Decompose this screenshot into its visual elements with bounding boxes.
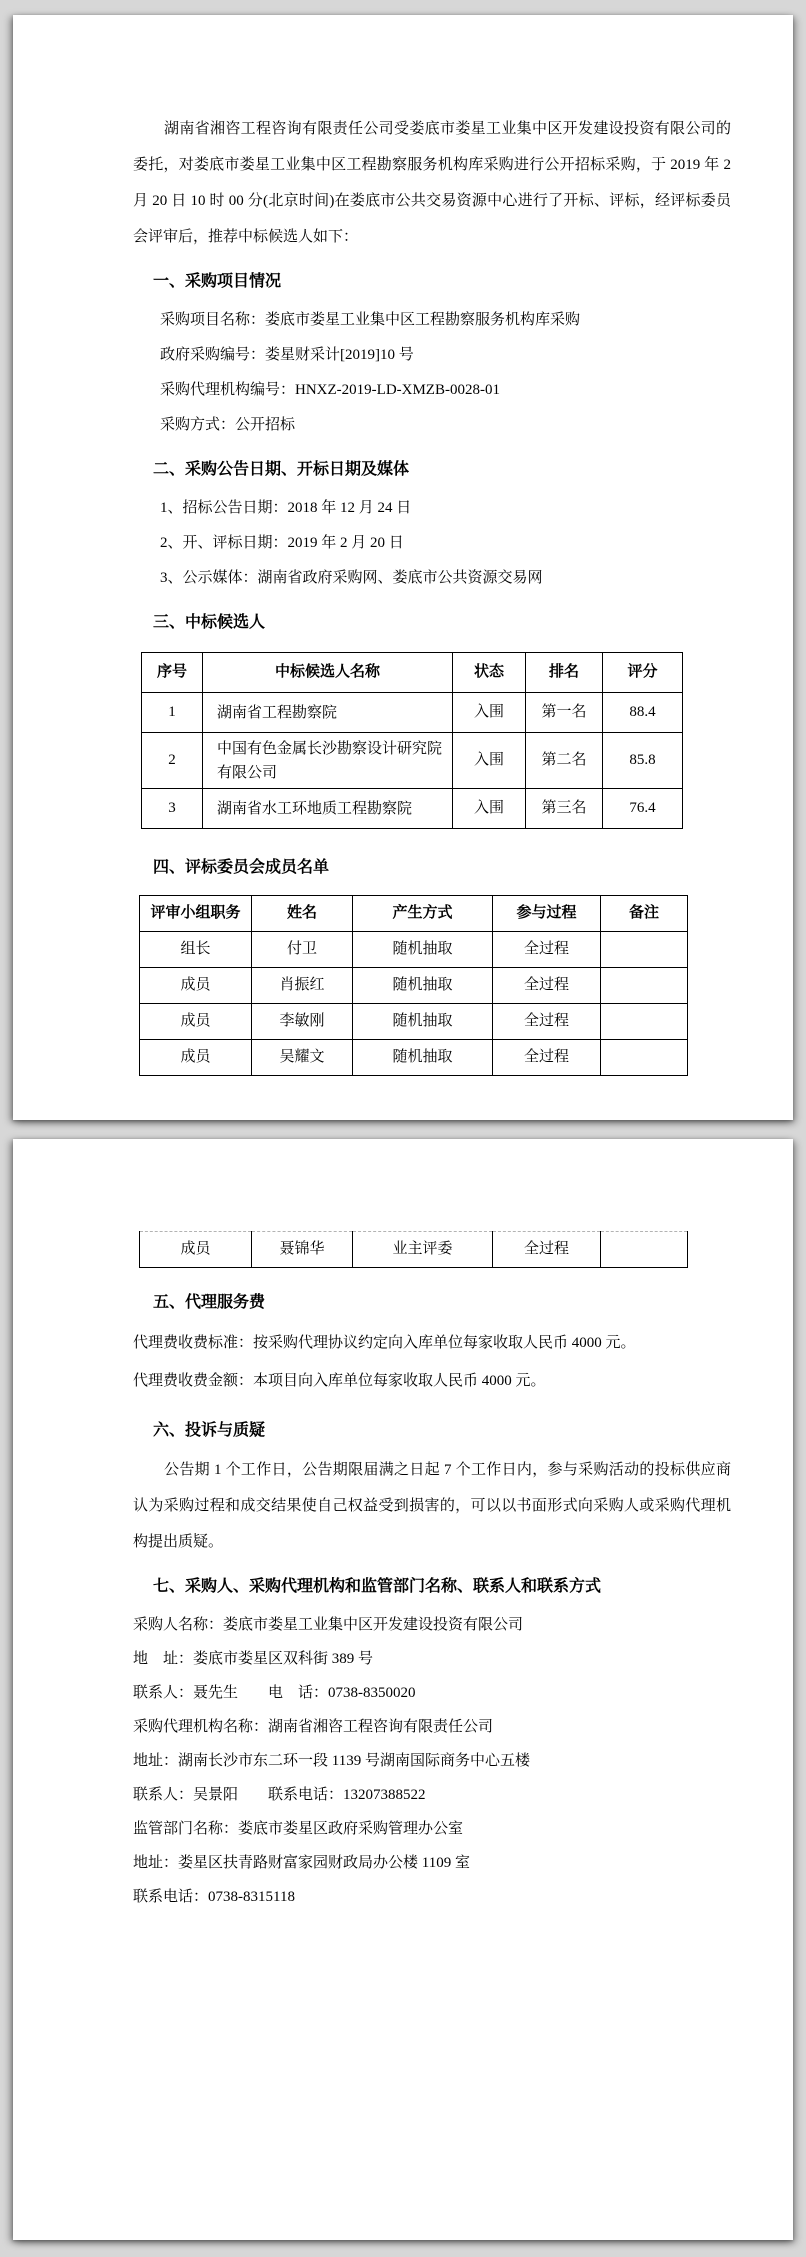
table-cell: 3 xyxy=(142,789,203,829)
field-line: 监管部门名称：娄底市娄星区政府采购管理办公室 xyxy=(133,1821,464,1837)
table-cell xyxy=(601,968,688,1004)
field-line: 采购代理机构编号：HNXZ-2019-LD-XMZB-0028-01 xyxy=(160,382,500,398)
table-cell xyxy=(601,1040,688,1076)
table-cell: 全过程 xyxy=(493,1232,601,1268)
table-cell: 湖南省水工环地质工程勘察院 xyxy=(203,789,453,829)
field-line: 1、招标公告日期：2018 年 12 月 24 日 xyxy=(160,500,412,516)
field-line: 3、公示媒体：湖南省政府采购网、娄底市公共资源交易网 xyxy=(160,570,543,586)
table-cell: 全过程 xyxy=(493,968,601,1004)
table-header-cell: 参与过程 xyxy=(493,896,601,932)
table-row xyxy=(140,1040,688,1076)
table-header-cell: 排名 xyxy=(526,653,603,693)
intro-paragraph: 湖南省湘咨工程咨询有限责任公司受娄底市娄星工业集中区开发建设投资有限公司的委托，对娄底市娄星工业集中区工程勘察服务机构库采购进行公开招标采购，于 2019 年 2 月 20 日 10 时 00 分(北京时间)在娄底市公共交易资源中心进行了开标、评标，经评标委员会评审后，推荐中标候选人如下： xyxy=(133,121,731,245)
field-line: 代理费收费金额：本项目向入库单位每家收取人民币 4000 元。 xyxy=(133,1373,546,1389)
table-cell: 88.4 xyxy=(603,693,683,733)
table-cell: 第一名 xyxy=(526,693,603,733)
table-row xyxy=(142,693,683,733)
field-line: 联系人：聂先生 电 话：0738-8350020 xyxy=(133,1685,416,1701)
table-cell: 中国有色金属长沙勘察设计研究院有限公司 xyxy=(203,733,453,789)
table-row xyxy=(142,733,683,789)
field-line: 代理费收费标准：按采购代理协议约定向入库单位每家收取人民币 4000 元。 xyxy=(133,1335,636,1351)
table-header-cell: 序号 xyxy=(142,653,203,693)
section-2-heading: 二、采购公告日期、开标日期及媒体 xyxy=(153,461,410,478)
table-cell xyxy=(601,1232,688,1268)
field-line: 2、开、评标日期：2019 年 2 月 20 日 xyxy=(160,535,404,551)
table-cell: 成员 xyxy=(140,1232,252,1268)
document-page-1 xyxy=(13,15,793,1120)
table-cell: 随机抽取 xyxy=(353,932,493,968)
table-cell: 业主评委 xyxy=(353,1232,493,1268)
table-header-cell: 姓名 xyxy=(252,896,353,932)
section-3-heading: 三、中标候选人 xyxy=(153,614,266,631)
table-cell: 湖南省工程勘察院 xyxy=(203,693,453,733)
table-cell: 1 xyxy=(142,693,203,733)
table-cell: 全过程 xyxy=(493,1040,601,1076)
table-cell: 入围 xyxy=(453,733,526,789)
table-cell: 付卫 xyxy=(252,932,353,968)
section-4-heading: 四、评标委员会成员名单 xyxy=(153,859,330,876)
table-cell: 肖振红 xyxy=(252,968,353,1004)
table-cell: 成员 xyxy=(140,1040,252,1076)
table-cell: 全过程 xyxy=(493,1004,601,1040)
table-row xyxy=(140,1004,688,1040)
table-header-row xyxy=(142,653,683,693)
field-line: 地址：湖南长沙市东二环一段 1139 号湖南国际商务中心五楼 xyxy=(133,1753,530,1769)
committee-table-continued xyxy=(139,1231,688,1268)
table-cell: 随机抽取 xyxy=(353,1040,493,1076)
table-cell: 第三名 xyxy=(526,789,603,829)
section-5-heading: 五、代理服务费 xyxy=(153,1294,266,1311)
field-line: 政府采购编号：娄星财采计[2019]10 号 xyxy=(160,347,414,363)
table-row xyxy=(140,1232,688,1268)
table-cell: 随机抽取 xyxy=(353,968,493,1004)
table-header-cell: 产生方式 xyxy=(353,896,493,932)
table-cell: 吴耀文 xyxy=(252,1040,353,1076)
field-line: 采购人名称：娄底市娄星工业集中区开发建设投资有限公司 xyxy=(133,1617,524,1633)
table-cell: 85.8 xyxy=(603,733,683,789)
committee-table xyxy=(139,895,688,1076)
table-cell: 李敏刚 xyxy=(252,1004,353,1040)
field-line: 地址：娄星区扶青路财富家园财政局办公楼 1109 室 xyxy=(133,1855,470,1871)
field-line: 地 址：娄底市娄星区双科街 389 号 xyxy=(133,1651,374,1667)
table-cell: 入围 xyxy=(453,789,526,829)
table-cell: 第二名 xyxy=(526,733,603,789)
table-cell: 2 xyxy=(142,733,203,789)
table-row xyxy=(142,789,683,829)
document-page-2 xyxy=(13,1139,793,2240)
table-cell: 组长 xyxy=(140,932,252,968)
table-cell: 成员 xyxy=(140,968,252,1004)
table-cell xyxy=(601,1004,688,1040)
table-header-row xyxy=(140,896,688,932)
table-header-cell: 评分 xyxy=(603,653,683,693)
table-cell: 入围 xyxy=(453,693,526,733)
table-row xyxy=(140,932,688,968)
table-cell xyxy=(601,932,688,968)
table-row xyxy=(140,968,688,1004)
page-1-content xyxy=(13,15,793,1076)
section-7-heading: 七、采购人、采购代理机构和监管部门名称、联系人和联系方式 xyxy=(153,1578,602,1595)
field-line: 联系电话：0738-8315118 xyxy=(133,1889,295,1905)
candidates-table xyxy=(141,652,683,829)
section-6-heading: 六、投诉与质疑 xyxy=(153,1422,266,1439)
table-cell: 76.4 xyxy=(603,789,683,829)
page-2-content xyxy=(13,1139,793,1914)
field-line: 采购代理机构名称：湖南省湘咨工程咨询有限责任公司 xyxy=(133,1719,494,1735)
field-line: 采购方式：公开招标 xyxy=(160,417,296,433)
table-cell: 随机抽取 xyxy=(353,1004,493,1040)
table-cell: 聂锦华 xyxy=(252,1232,353,1268)
table-cell: 成员 xyxy=(140,1004,252,1040)
table-header-cell: 状态 xyxy=(453,653,526,693)
table-cell: 全过程 xyxy=(493,932,601,968)
field-line: 联系人：吴景阳 联系电话：13207388522 xyxy=(133,1787,426,1803)
field-line: 采购项目名称：娄底市娄星工业集中区工程勘察服务机构库采购 xyxy=(160,312,581,328)
complaint-paragraph: 公告期 1 个工作日，公告期限届满之日起 7 个工作日内，参与采购活动的投标供应商认为采购过程和成交结果使自己权益受到损害的，可以以书面形式向采购人或采购代理机构提出质疑。 xyxy=(133,1462,731,1550)
table-header-cell: 中标候选人名称 xyxy=(203,653,453,693)
table-header-cell: 备注 xyxy=(601,896,688,932)
table-header-cell: 评审小组职务 xyxy=(140,896,252,932)
section-1-heading: 一、采购项目情况 xyxy=(153,273,282,290)
